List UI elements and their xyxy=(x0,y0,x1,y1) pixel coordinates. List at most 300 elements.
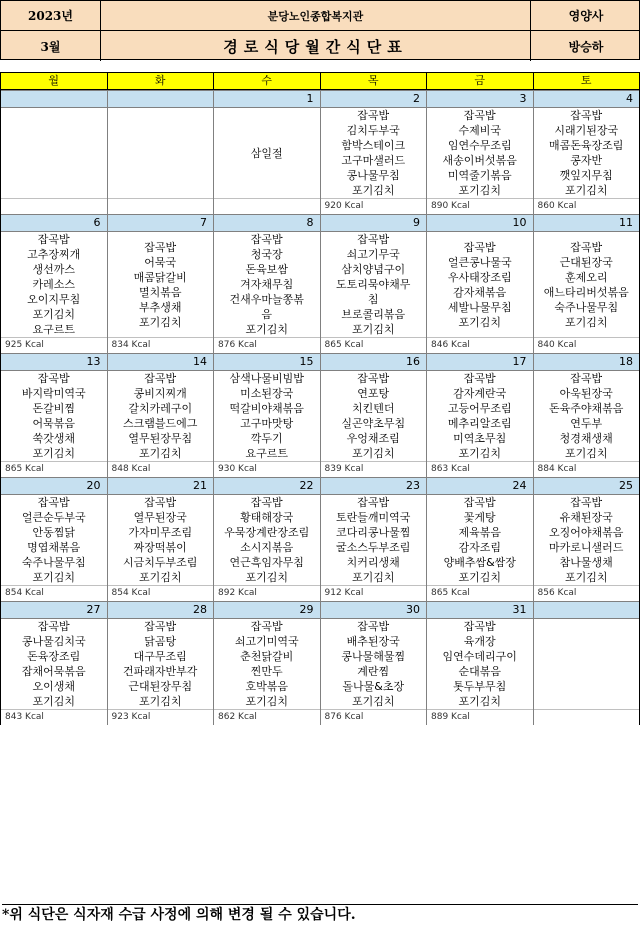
menu-item: 연근흑임자무침 xyxy=(229,556,304,569)
calorie-total: 865 Kcal xyxy=(1,461,107,477)
menu-item: 콩나물무침 xyxy=(346,169,400,182)
menu-item: 매콤닭갈비 xyxy=(133,270,187,284)
day-number xyxy=(534,601,640,619)
menu-item: 콩나물김치국 xyxy=(21,635,86,648)
calorie-total xyxy=(214,198,320,214)
menu-item: 삼치양념구이 xyxy=(341,263,406,276)
menu-item: 양배추쌈&쌈장 xyxy=(443,556,516,569)
menu-item: 브로콜리볶음 xyxy=(341,308,406,321)
calorie-total: 846 Kcal xyxy=(427,337,533,353)
menu-item: 포기김치 xyxy=(245,695,288,708)
menu-item: 꽃게탕 xyxy=(463,511,496,524)
menu-item: 김치두부국 xyxy=(346,124,400,137)
menu-list xyxy=(427,108,533,198)
menu-item: 잡곡밥 xyxy=(37,496,70,509)
menu-list xyxy=(214,232,320,337)
menu-item: 명엽채볶음 xyxy=(27,541,81,554)
header-month: 3월 xyxy=(1,31,101,61)
header-staff-name: 방승하 xyxy=(568,39,604,54)
menu-item: 포기김치 xyxy=(351,323,395,336)
menu-item: 숙주나물무침 xyxy=(21,556,86,569)
footer-note: *위 식단은 식자재 수급 사정에 의해 변경 될 수 있습니다. xyxy=(2,904,638,925)
day-cell xyxy=(108,601,215,725)
menu-list xyxy=(214,619,320,709)
menu-list xyxy=(321,619,427,709)
menu-list xyxy=(108,108,214,198)
day-number: 9 xyxy=(321,214,427,232)
menu-item: 쇠고기무국 xyxy=(346,248,400,261)
menu-item: 치커리생채 xyxy=(346,556,400,569)
calorie-total: 840 Kcal xyxy=(534,337,640,353)
menu-list xyxy=(1,371,107,461)
menu-item: 대구무조림 xyxy=(133,650,187,663)
header-year: 2023년 xyxy=(1,1,101,31)
menu-item: 포기김치 xyxy=(564,315,608,329)
day-number: 23 xyxy=(321,477,427,495)
day-number: 27 xyxy=(1,601,107,619)
menu-list xyxy=(427,371,533,461)
menu-item: 잡곡밥 xyxy=(250,496,283,509)
menu-item: 청경채생채 xyxy=(559,432,613,445)
menu-item: 호박볶음 xyxy=(245,680,288,693)
menu-item: 삼일절 xyxy=(250,146,283,160)
menu-item: 고구마맛탕 xyxy=(240,417,294,430)
menu-item: 포기김치 xyxy=(138,447,182,460)
menu-item: 침 xyxy=(367,293,379,306)
menu-item: 가자미무조림 xyxy=(128,526,193,539)
day-number: 21 xyxy=(108,477,214,495)
menu-item: 삼색나물비빔밥 xyxy=(229,372,304,385)
day-cell xyxy=(534,90,640,214)
day-cell xyxy=(1,477,108,601)
menu-item: 함박스테이크 xyxy=(341,139,406,152)
menu-list xyxy=(108,371,214,461)
menu-item: 수제비국 xyxy=(458,124,501,137)
calorie-total: 862 Kcal xyxy=(214,709,320,725)
day-cell xyxy=(214,353,321,477)
menu-list xyxy=(534,108,640,198)
menu-item: 포기김치 xyxy=(458,315,501,329)
menu-item: 계란찜 xyxy=(357,665,390,678)
menu-list xyxy=(1,232,107,337)
week-row xyxy=(0,477,640,601)
day-number: 3 xyxy=(427,90,533,108)
weekday-label: 수 xyxy=(214,73,321,89)
menu-item: 생선까스 xyxy=(32,263,75,276)
menu-item: 새송이버섯볶음 xyxy=(442,154,517,167)
menu-item: 시래기된장국 xyxy=(554,124,619,137)
day-number: 20 xyxy=(1,477,107,495)
calorie-total: 925 Kcal xyxy=(1,337,107,353)
day-number: 8 xyxy=(214,214,320,232)
menu-item: 잡채어묵볶음 xyxy=(21,665,86,678)
menu-list xyxy=(534,371,640,461)
menu-item: 감자계란국 xyxy=(453,387,507,400)
day-cell xyxy=(108,477,215,601)
day-number: 4 xyxy=(534,90,640,108)
menu-item: 포기김치 xyxy=(351,695,395,708)
header-center-name: 분당노인종합복지관 xyxy=(101,1,531,31)
menu-list xyxy=(1,495,107,585)
menu-item: 짜장떡볶이 xyxy=(133,541,187,554)
menu-item: 소시지볶음 xyxy=(240,541,294,554)
day-cell xyxy=(214,214,321,353)
menu-item: 포기김치 xyxy=(32,447,75,460)
menu-item: 포기김치 xyxy=(138,695,182,708)
menu-item: 오이지무침 xyxy=(27,293,81,306)
menu-item: 돈육보쌈 xyxy=(245,263,288,276)
menu-item: 잡곡밥 xyxy=(357,496,390,509)
menu-item: 얼큰순두부국 xyxy=(21,511,86,524)
menu-item: 황태해장국 xyxy=(240,511,294,524)
menu-item: 잡곡밥 xyxy=(144,496,177,509)
calorie-total: 889 Kcal xyxy=(427,709,533,725)
calorie-total: 920 Kcal xyxy=(321,198,427,214)
day-cell xyxy=(108,90,215,214)
menu-list xyxy=(321,232,427,337)
calorie-total: 912 Kcal xyxy=(321,585,427,601)
calorie-total: 834 Kcal xyxy=(108,337,214,353)
menu-item: 어묵국 xyxy=(144,255,177,269)
day-number xyxy=(108,90,214,108)
day-number: 13 xyxy=(1,353,107,371)
menu-item: 임연수데리구이 xyxy=(442,650,517,663)
menu-item: 임연수무조림 xyxy=(447,139,512,152)
menu-item: 톳두부무침 xyxy=(453,680,507,693)
weekday-label: 토 xyxy=(580,74,592,87)
menu-list xyxy=(534,232,640,337)
menu-item: 포기김치 xyxy=(32,695,75,708)
menu-item: 숙주나물무침 xyxy=(554,300,619,314)
menu-item: 잡곡밥 xyxy=(37,372,70,385)
menu-item: 잡곡밥 xyxy=(357,233,390,246)
menu-item: 포기김치 xyxy=(245,323,288,336)
menu-item: 포기김치 xyxy=(351,447,395,460)
menu-item: 스크램블드에그 xyxy=(123,417,198,430)
menu-item: 도토리묵야채무 xyxy=(336,278,411,291)
weekday-label: 화 xyxy=(108,73,215,89)
menu-item: 포기김치 xyxy=(458,184,501,197)
menu-item: 메추리알조림 xyxy=(447,417,512,430)
menu-item: 참나물생채 xyxy=(559,556,613,569)
calorie-total: 856 Kcal xyxy=(534,585,640,601)
menu-item: 쇠고기미역국 xyxy=(234,635,299,648)
menu-item: 고구마샐러드 xyxy=(341,154,406,167)
calorie-total: 865 Kcal xyxy=(321,337,427,353)
menu-item: 잡곡밥 xyxy=(144,240,177,254)
day-number: 31 xyxy=(427,601,533,619)
menu-item: 얼큰콩나물국 xyxy=(447,255,512,269)
day-cell xyxy=(214,477,321,601)
menu-item: 청국장 xyxy=(250,248,283,261)
menu-item: 요구르트 xyxy=(32,323,75,336)
menu-list xyxy=(214,371,320,461)
menu-item: 포기김치 xyxy=(32,308,75,321)
menu-item: 돌나물&초장 xyxy=(342,680,405,693)
day-number: 25 xyxy=(534,477,640,495)
day-number: 14 xyxy=(108,353,214,371)
menu-item: 코다리콩나물찜 xyxy=(336,526,411,539)
menu-item: 감자조림 xyxy=(458,541,501,554)
menu-item: 쑥갓생채 xyxy=(32,432,75,445)
day-cell xyxy=(534,477,640,601)
day-number: 1 xyxy=(214,90,320,108)
week-row xyxy=(0,90,640,214)
menu-item: 건새우마늘쫑볶 xyxy=(229,293,304,306)
menu-item: 고추장찌개 xyxy=(27,248,81,261)
calorie-total xyxy=(534,709,640,725)
day-number: 22 xyxy=(214,477,320,495)
week-row xyxy=(0,601,640,725)
calorie-total: 884 Kcal xyxy=(534,461,640,477)
menu-item: 요구르트 xyxy=(245,447,288,460)
day-number: 16 xyxy=(321,353,427,371)
menu-item: 잡곡밥 xyxy=(357,109,390,122)
day-number: 24 xyxy=(427,477,533,495)
menu-item: 돈갈비찜 xyxy=(32,402,75,415)
day-number: 10 xyxy=(427,214,533,232)
day-number: 15 xyxy=(214,353,320,371)
menu-list xyxy=(321,108,427,198)
header-table xyxy=(0,0,640,60)
menu-item: 우묵장계란장조림 xyxy=(224,526,310,539)
menu-item: 포기김치 xyxy=(564,184,608,197)
menu-item: 열무된장국 xyxy=(133,511,187,524)
menu-item: 실곤약초무침 xyxy=(341,417,406,430)
calorie-total: 890 Kcal xyxy=(427,198,533,214)
day-cell xyxy=(321,90,428,214)
menu-item: 포기김치 xyxy=(458,695,501,708)
menu-item: 겨자채무침 xyxy=(240,278,294,291)
menu-item: 닭곰탕 xyxy=(144,635,177,648)
menu-item: 포기김치 xyxy=(32,571,75,584)
week-row xyxy=(0,353,640,477)
menu-item: 잡곡밥 xyxy=(463,620,496,633)
day-number: 18 xyxy=(534,353,640,371)
day-cell xyxy=(321,477,428,601)
calorie-total: 854 Kcal xyxy=(1,585,107,601)
menu-item: 시금치두부조림 xyxy=(123,556,198,569)
menu-item: 감자채볶음 xyxy=(453,285,507,299)
menu-item: 잡곡밥 xyxy=(463,240,496,254)
menu-list xyxy=(108,232,214,337)
page-title: 경로식당월간식단표 xyxy=(101,31,531,61)
menu-item: 포기김치 xyxy=(458,447,501,460)
menu-item: 멸치볶음 xyxy=(138,285,182,299)
day-number: 30 xyxy=(321,601,427,619)
day-cell xyxy=(321,214,428,353)
menu-item: 미소된장국 xyxy=(240,387,294,400)
day-number xyxy=(1,90,107,108)
menu-item: 건파래자반부각 xyxy=(123,665,198,678)
menu-item: 고등어무조림 xyxy=(447,402,512,415)
menu-item: 우사태장조림 xyxy=(447,270,512,284)
weekday-label: 목 xyxy=(321,73,428,89)
menu-item: 잡곡밥 xyxy=(250,233,283,246)
day-cell xyxy=(427,601,534,725)
day-number: 6 xyxy=(1,214,107,232)
menu-item: 포기김치 xyxy=(245,571,288,584)
menu-item: 연포탕 xyxy=(357,387,390,400)
day-cell xyxy=(427,353,534,477)
day-cell xyxy=(1,90,108,214)
menu-item: 안동찜닭 xyxy=(32,526,75,539)
weekday-label: 금 xyxy=(427,73,534,89)
menu-item: 유채된장국 xyxy=(559,511,613,524)
menu-item: 제육볶음 xyxy=(458,526,501,539)
day-cell xyxy=(534,353,640,477)
menu-item: 바지락미역국 xyxy=(21,387,86,400)
calorie-total: 923 Kcal xyxy=(108,709,214,725)
menu-item: 잡곡밥 xyxy=(250,620,283,633)
menu-item: 잡곡밥 xyxy=(144,620,177,633)
day-number: 17 xyxy=(427,353,533,371)
menu-calendar-grid xyxy=(0,90,640,725)
calorie-total: 892 Kcal xyxy=(214,585,320,601)
menu-item: 굴소스두부조림 xyxy=(336,541,411,554)
menu-item: 잡곡밥 xyxy=(357,372,390,385)
menu-list xyxy=(108,619,214,709)
menu-item: 오징어야채볶음 xyxy=(549,526,624,539)
menu-item: 마카로니샐러드 xyxy=(549,541,624,554)
menu-item: 돈육주야채볶음 xyxy=(549,402,624,415)
weekday-label: 월 xyxy=(1,73,108,89)
menu-list xyxy=(427,232,533,337)
day-cell xyxy=(321,353,428,477)
day-cell xyxy=(108,214,215,353)
calorie-total: 863 Kcal xyxy=(427,461,533,477)
day-cell xyxy=(427,90,534,214)
menu-item: 포기김치 xyxy=(564,571,608,584)
menu-item: 춘천닭갈비 xyxy=(240,650,294,663)
menu-item: 잡곡밥 xyxy=(144,372,177,385)
menu-item: 잡곡밥 xyxy=(570,372,603,385)
menu-list xyxy=(534,495,640,585)
menu-list xyxy=(427,495,533,585)
menu-item: 부추생채 xyxy=(138,300,182,314)
day-number: 7 xyxy=(108,214,214,232)
calorie-total: 848 Kcal xyxy=(108,461,214,477)
menu-item: 포기김치 xyxy=(351,571,395,584)
menu-item: 아욱된장국 xyxy=(559,387,613,400)
menu-list xyxy=(427,619,533,709)
menu-item: 떡갈비야채볶음 xyxy=(229,402,304,415)
menu-item: 훈제오리 xyxy=(564,270,608,284)
menu-list xyxy=(214,495,320,585)
day-number: 11 xyxy=(534,214,640,232)
calorie-total: 930 Kcal xyxy=(214,461,320,477)
header-role: 영양사 xyxy=(531,1,640,31)
menu-item: 우엉채조림 xyxy=(346,432,400,445)
menu-list xyxy=(321,495,427,585)
menu-item: 잡곡밥 xyxy=(37,620,70,633)
day-cell xyxy=(1,353,108,477)
day-cell xyxy=(1,601,108,725)
menu-item: 포기김치 xyxy=(351,184,395,197)
menu-item: 음 xyxy=(261,308,273,321)
calorie-total: 876 Kcal xyxy=(214,337,320,353)
calorie-total: 860 Kcal xyxy=(534,198,640,214)
menu-item: 잡곡밥 xyxy=(37,233,70,246)
menu-item: 애느타리버섯볶음 xyxy=(543,285,629,299)
calorie-total: 854 Kcal xyxy=(108,585,214,601)
menu-item: 순대볶음 xyxy=(458,665,501,678)
day-cell xyxy=(427,477,534,601)
day-cell xyxy=(534,214,640,353)
calorie-total: 839 Kcal xyxy=(321,461,427,477)
menu-item: 배추된장국 xyxy=(346,635,400,648)
week-row xyxy=(0,214,640,353)
menu-list xyxy=(1,108,107,198)
day-cell xyxy=(214,601,321,725)
menu-item: 세발나물무침 xyxy=(447,300,512,314)
weekday-header-row xyxy=(0,72,640,90)
menu-item: 잡곡밥 xyxy=(463,109,496,122)
menu-item: 미역초무침 xyxy=(453,432,507,445)
menu-item: 돈육장조림 xyxy=(27,650,81,663)
menu-item: 오이생채 xyxy=(32,680,75,693)
menu-item: 찐만두 xyxy=(250,665,283,678)
day-number: 29 xyxy=(214,601,320,619)
menu-item: 카레소스 xyxy=(32,278,75,291)
menu-item: 잡곡밥 xyxy=(463,372,496,385)
menu-item: 깻잎지무침 xyxy=(559,169,613,182)
calorie-total: 843 Kcal xyxy=(1,709,107,725)
menu-item: 콩비지찌개 xyxy=(133,387,187,400)
day-cell xyxy=(321,601,428,725)
calorie-total: 865 Kcal xyxy=(427,585,533,601)
day-cell xyxy=(427,214,534,353)
menu-item: 잡곡밥 xyxy=(570,109,603,122)
menu-item: 잡곡밥 xyxy=(463,496,496,509)
menu-list xyxy=(108,495,214,585)
menu-item: 치킨텐더 xyxy=(351,402,395,415)
calorie-total xyxy=(1,198,107,214)
menu-item: 깍두기 xyxy=(250,432,283,445)
calorie-total xyxy=(108,198,214,214)
menu-item: 콩자반 xyxy=(570,154,603,167)
menu-item: 잡곡밥 xyxy=(570,240,603,254)
day-cell xyxy=(108,353,215,477)
menu-item: 콩나물해물찜 xyxy=(341,650,406,663)
menu-list xyxy=(1,619,107,709)
menu-item: 어묵볶음 xyxy=(32,417,75,430)
calorie-total: 876 Kcal xyxy=(321,709,427,725)
menu-item: 포기김치 xyxy=(458,571,501,584)
menu-item: 잡곡밥 xyxy=(357,620,390,633)
menu-list xyxy=(534,619,640,709)
day-cell xyxy=(1,214,108,353)
menu-item: 근대된장무침 xyxy=(128,680,193,693)
menu-item: 포기김치 xyxy=(138,571,182,584)
menu-item: 연두부 xyxy=(570,417,603,430)
day-number: 28 xyxy=(108,601,214,619)
menu-item: 미역줄기볶음 xyxy=(447,169,512,182)
day-cell xyxy=(214,90,321,214)
menu-item: 토란들깨미역국 xyxy=(336,511,411,524)
menu-item: 근대된장국 xyxy=(559,255,613,269)
menu-item: 포기김치 xyxy=(564,447,608,460)
day-number: 2 xyxy=(321,90,427,108)
menu-item: 매콤돈육장조림 xyxy=(549,139,624,152)
menu-item: 열무된장무침 xyxy=(128,432,193,445)
menu-item: 육개장 xyxy=(463,635,496,648)
menu-item: 잡곡밥 xyxy=(570,496,603,509)
menu-item: 갈치카레구이 xyxy=(128,402,193,415)
menu-item: 포기김치 xyxy=(138,315,182,329)
menu-list xyxy=(321,371,427,461)
day-cell xyxy=(534,601,640,725)
